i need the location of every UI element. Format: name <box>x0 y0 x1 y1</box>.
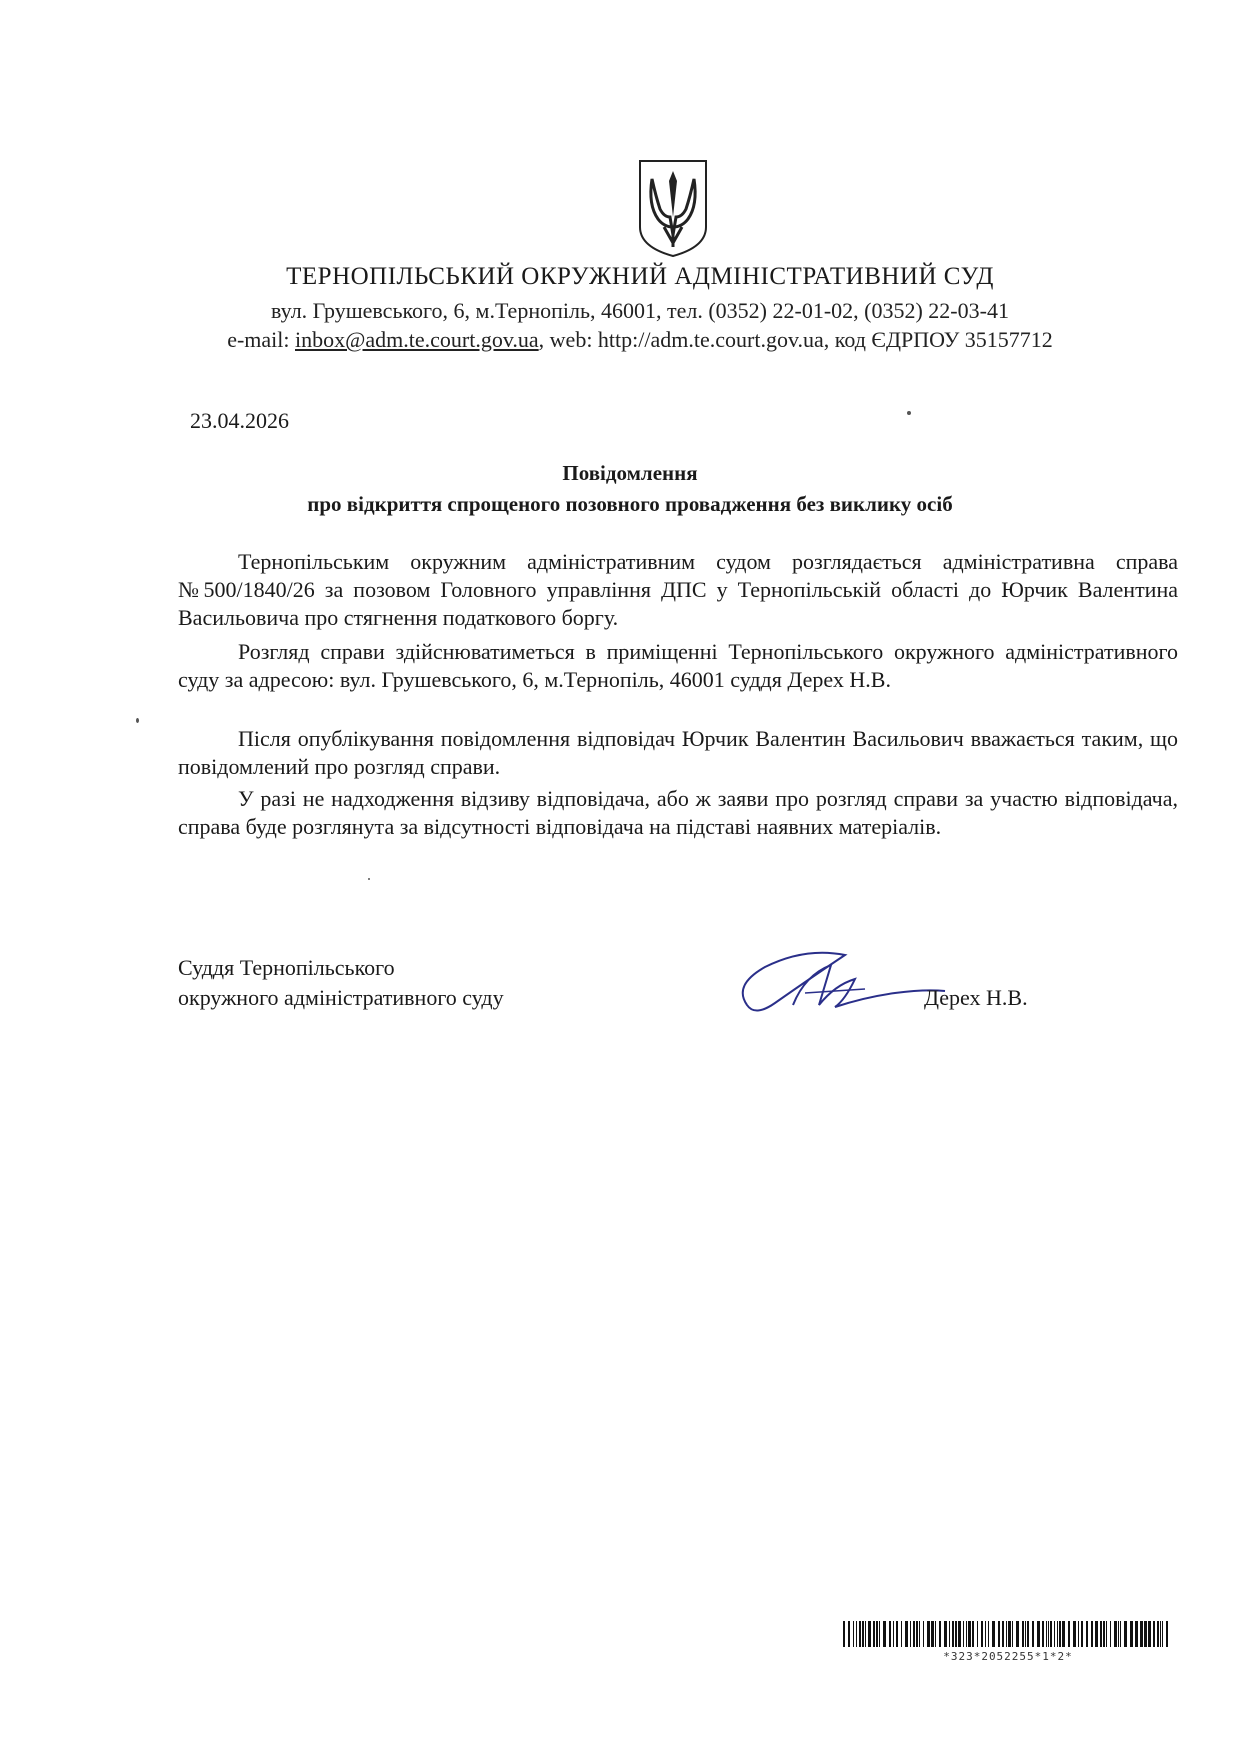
barcode-bar <box>1037 1621 1040 1647</box>
barcode-bar <box>856 1621 857 1647</box>
barcode-bar <box>1130 1621 1133 1647</box>
barcode-bar <box>1148 1621 1151 1647</box>
barcode-bar <box>865 1621 866 1647</box>
barcode-bar <box>862 1621 864 1647</box>
barcode <box>843 1621 1173 1647</box>
barcode-bar <box>1106 1621 1107 1647</box>
barcode-bar <box>843 1621 845 1647</box>
barcode-bar <box>977 1621 978 1647</box>
barcode-bar <box>1025 1621 1026 1647</box>
barcode-bar <box>949 1621 950 1647</box>
barcode-bar <box>1062 1621 1065 1647</box>
paragraph-text: У разі не надходження відзиву відповідача, або ж заяви про розгляд справи за участю відповідача, справа буде розглянута за відсутності відповідача на підставі наявних матеріалів. <box>178 786 1178 839</box>
barcode-bar <box>1162 1621 1163 1647</box>
signatory-title-line-1: Суддя Тернопільського <box>178 955 395 980</box>
scan-speck <box>907 411 911 415</box>
barcode-bar <box>1012 1621 1013 1647</box>
barcode-bar <box>958 1621 961 1647</box>
scan-speck <box>368 878 370 880</box>
barcode-bar <box>1016 1621 1019 1647</box>
barcode-bar <box>1048 1621 1049 1647</box>
barcode-bar <box>893 1621 894 1647</box>
barcode-bar <box>868 1621 871 1647</box>
signatory-title <box>178 953 504 1013</box>
barcode-bar <box>1095 1621 1098 1647</box>
barcode-bar <box>1135 1621 1138 1647</box>
barcode-bar <box>931 1621 934 1647</box>
barcode-bar <box>927 1621 930 1647</box>
barcode-bar <box>988 1621 989 1647</box>
barcode-bar <box>916 1621 918 1647</box>
barcode-bar <box>985 1621 986 1647</box>
barcode-bar <box>1006 1621 1007 1647</box>
barcode-bar <box>972 1621 974 1647</box>
handwritten-signature <box>735 945 955 1025</box>
barcode-bar <box>1110 1621 1111 1647</box>
body-paragraph-4 <box>178 785 1178 844</box>
document-subtitle: про відкриття спрощеного позовного провадження без виклику осіб <box>307 492 953 516</box>
barcode-bar <box>848 1621 850 1647</box>
signatory-name: Дерех Н.В. <box>924 985 1028 1010</box>
barcode-bar <box>1157 1621 1159 1647</box>
web-and-code: , web: http://adm.te.court.gov.ua, код ЄДРПОУ 35157712 <box>538 327 1053 352</box>
barcode-bar <box>955 1621 957 1647</box>
barcode-bar <box>1103 1621 1105 1647</box>
paragraph-text: Після опублікування повідомлення відповідач Юрчик Валентин Васильович вважається таким, що повідомлений про розгляд справи. <box>178 726 1178 779</box>
barcode-bar <box>873 1621 875 1647</box>
barcode-bar <box>998 1621 1000 1647</box>
barcode-bar <box>935 1621 936 1647</box>
coat-of-arms-icon <box>636 157 710 259</box>
barcode-bar <box>1042 1621 1044 1647</box>
signatory-title-line-2: окружного адміністративного суду <box>178 985 504 1010</box>
court-address: вул. Грушевського, 6, м.Тернопіль, 46001, тел. (0352) 22-01-02, (0352) 22-03-41 <box>271 298 1009 323</box>
barcode-bar <box>1091 1621 1093 1647</box>
barcode-bar <box>992 1621 995 1647</box>
barcode-bar <box>905 1621 908 1647</box>
barcode-bar <box>1081 1621 1083 1647</box>
body-paragraph-1 <box>178 548 1178 635</box>
barcode-number: *323*2052255*1*2* <box>943 1650 1073 1663</box>
barcode-bar <box>1140 1621 1143 1647</box>
barcode-bar <box>1002 1621 1004 1647</box>
barcode-bar <box>966 1621 967 1647</box>
body-paragraph-2 <box>178 638 1178 697</box>
barcode-bar <box>853 1621 854 1647</box>
barcode-bar <box>1054 1621 1055 1647</box>
document-date: 23.04.2026 <box>190 408 289 433</box>
barcode-bar <box>1160 1621 1161 1647</box>
barcode-bar <box>876 1621 878 1647</box>
email-label: e-mail: <box>227 327 295 352</box>
paragraph-text: Тернопільським окружним адміністративним судом розглядається адміністративна справа №500/1840/26 за позовом Головного управління ДПС у Тернопільській області до Юрчик Валентина Васильовича про стягнення податкового боргу. <box>178 549 1178 630</box>
court-name: ТЕРНОПІЛЬСЬКИЙ ОКРУЖНИЙ АДМІНІСТРАТИВНИЙ СУД <box>286 263 994 290</box>
barcode-bar <box>1032 1621 1034 1647</box>
barcode-bar <box>981 1621 983 1647</box>
barcode-bar <box>1059 1621 1061 1647</box>
scan-speck <box>136 718 139 723</box>
barcode-bar <box>1124 1621 1127 1647</box>
barcode-bar <box>968 1621 971 1647</box>
document-title: Повідомлення <box>562 461 698 485</box>
barcode-bar <box>889 1621 891 1647</box>
barcode-bar <box>1046 1621 1047 1647</box>
barcode-bar <box>883 1621 886 1647</box>
barcode-bar <box>963 1621 964 1647</box>
barcode-bar <box>939 1621 941 1647</box>
barcode-bar <box>1086 1621 1088 1647</box>
barcode-bar <box>1144 1621 1147 1647</box>
barcode-bar <box>1022 1621 1024 1647</box>
barcode-bar <box>1027 1621 1029 1647</box>
paragraph-text: Розгляд справи здійснюватиметься в приміщенні Тернопільського окружного адміністративного суду за адресою: вул. Грушевського, 6, м.Тернопіль, 46001 суддя Дерех Н.В. <box>178 639 1178 692</box>
barcode-bar <box>923 1621 924 1647</box>
barcode-bar <box>952 1621 954 1647</box>
barcode-bar <box>1057 1621 1058 1647</box>
barcode-bar <box>896 1621 898 1647</box>
barcode-bar <box>913 1621 915 1647</box>
barcode-bar <box>1078 1621 1079 1647</box>
barcode-bar <box>1050 1621 1052 1647</box>
barcode-bar <box>1073 1621 1076 1647</box>
barcode-bar <box>1118 1621 1119 1647</box>
barcode-bar <box>1068 1621 1070 1647</box>
barcode-bar <box>1166 1621 1168 1647</box>
barcode-bar <box>1114 1621 1117 1647</box>
barcode-bar <box>859 1621 861 1647</box>
barcode-bar <box>879 1621 880 1647</box>
court-contacts <box>0 327 1240 353</box>
barcode-bar <box>910 1621 911 1647</box>
body-paragraph-3 <box>178 725 1178 784</box>
barcode-bar <box>901 1621 902 1647</box>
barcode-bar <box>1008 1621 1011 1647</box>
barcode-bar <box>1100 1621 1102 1647</box>
email-link[interactable]: inbox@adm.te.court.gov.ua <box>295 327 539 352</box>
barcode-bar <box>944 1621 947 1647</box>
barcode-bar <box>1153 1621 1155 1647</box>
barcode-bar <box>1120 1621 1121 1647</box>
barcode-bar <box>919 1621 920 1647</box>
